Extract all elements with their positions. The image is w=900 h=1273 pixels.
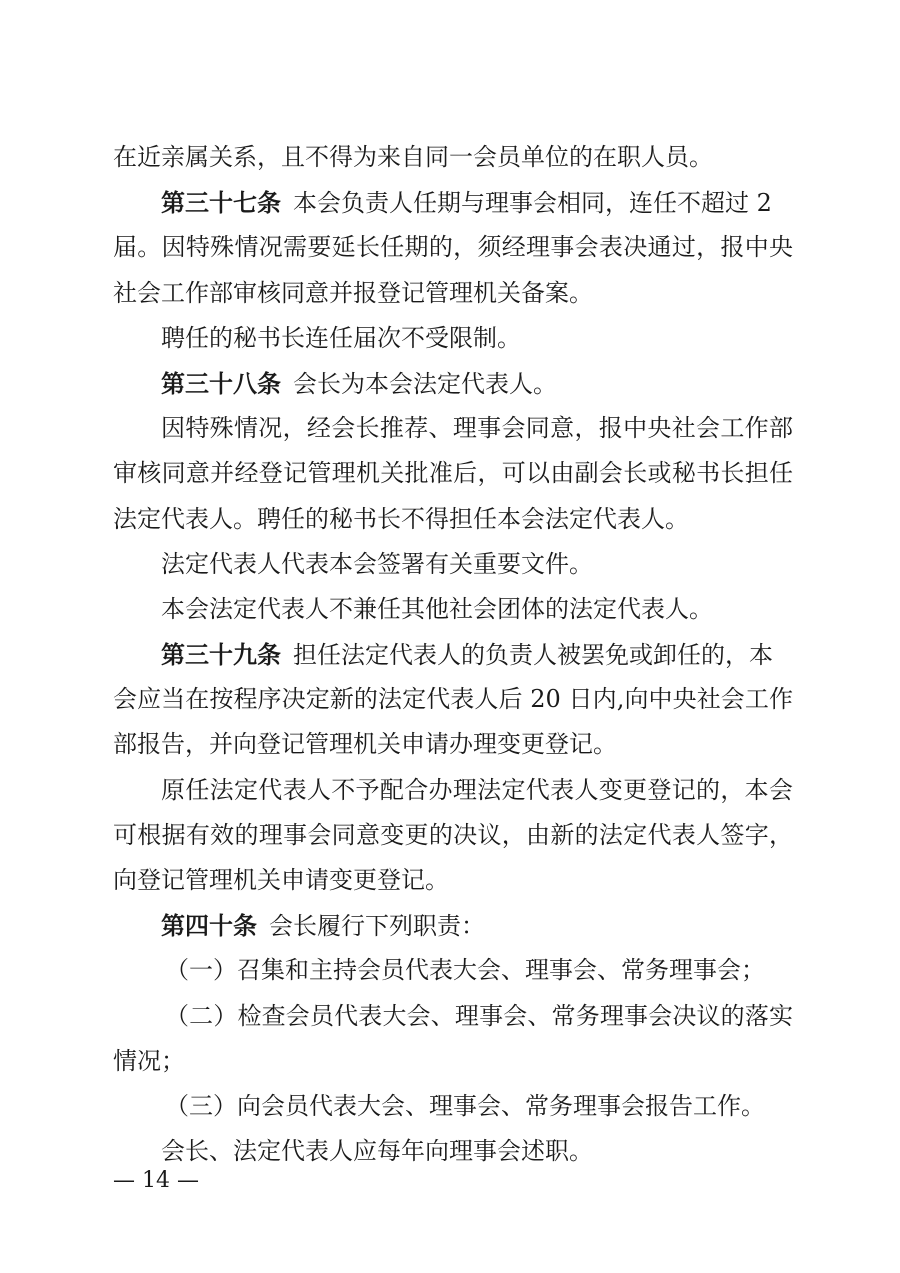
article-text: 会长履行下列职责： [269, 912, 485, 941]
paragraph-line: 社会工作部审核同意并报登记管理机关备案。 [113, 278, 593, 307]
paragraph-line: 法定代表人。聘任的秘书长不得担任本会法定代表人。 [113, 504, 689, 533]
list-item: （三）向会员代表大会、理事会、常务理事会报告工作。 [165, 1091, 765, 1120]
paragraph-line: 原任法定代表人不予配合办理法定代表人变更登记的，本会 [161, 775, 793, 804]
paragraph-line: 向登记管理机关申请变更登记。 [113, 866, 449, 894]
paragraph-line: 审核同意并经登记管理机关批准后，可以由副会长或秘书长担任 [113, 459, 793, 488]
article-40-heading [113, 903, 793, 948]
article-text: 本会负责人任期与理事会相同，连任不超过 2 [293, 189, 772, 218]
paragraph-line: 届。因特殊情况需要延长任期的，须经理事会表决通过，报中央 [113, 233, 793, 262]
article-text: 会长为本会法定代表人。 [293, 369, 557, 398]
paragraph-line: 在近亲属关系，且不得为来自同一会员单位的在职人员。 [113, 143, 713, 171]
article-text: 担任法定代表人的负责人被罢免或卸任的，本 [293, 641, 773, 670]
list-item: （一）召集和主持会员代表大会、理事会、常务理事会； [165, 956, 765, 985]
paragraph-line: 部报告，并向登记管理机关申请办理变更登记。 [113, 730, 617, 759]
paragraph-line: 会长、法定代表人应每年向理事会述职。 [161, 1137, 593, 1166]
paragraph-line: 本会法定代表人不兼任其他社会团体的法定代表人。 [161, 594, 713, 623]
page-number: — 14 — [113, 1168, 199, 1193]
paragraph-line: 因特殊情况，经会长推荐、理事会同意，报中央社会工作部 [161, 414, 793, 443]
article-label: 第三十八条 [161, 368, 281, 398]
paragraph-line: 法定代表人代表本会签署有关重要文件。 [161, 549, 593, 578]
paragraph-line: 聘任的秘书长连任届次不受限制。 [161, 323, 521, 352]
article-37-heading [113, 180, 793, 225]
paragraph-line: 情况； [113, 1046, 185, 1075]
article-label: 第四十条 [161, 911, 257, 941]
article-label: 第三十七条 [161, 188, 281, 218]
article-label: 第三十九条 [161, 640, 281, 670]
paragraph-line: 可根据有效的理事会同意变更的决议，由新的法定代表人签字， [113, 820, 793, 849]
list-item: （二）检查会员代表大会、理事会、常务理事会决议的落实 [165, 1001, 793, 1030]
article-38-heading [113, 361, 793, 406]
document-body [113, 135, 793, 1174]
paragraph-line: 会应当在按程序决定新的法定代表人后 20 日内,向中央社会工作 [113, 685, 793, 714]
article-39-heading [113, 632, 793, 677]
